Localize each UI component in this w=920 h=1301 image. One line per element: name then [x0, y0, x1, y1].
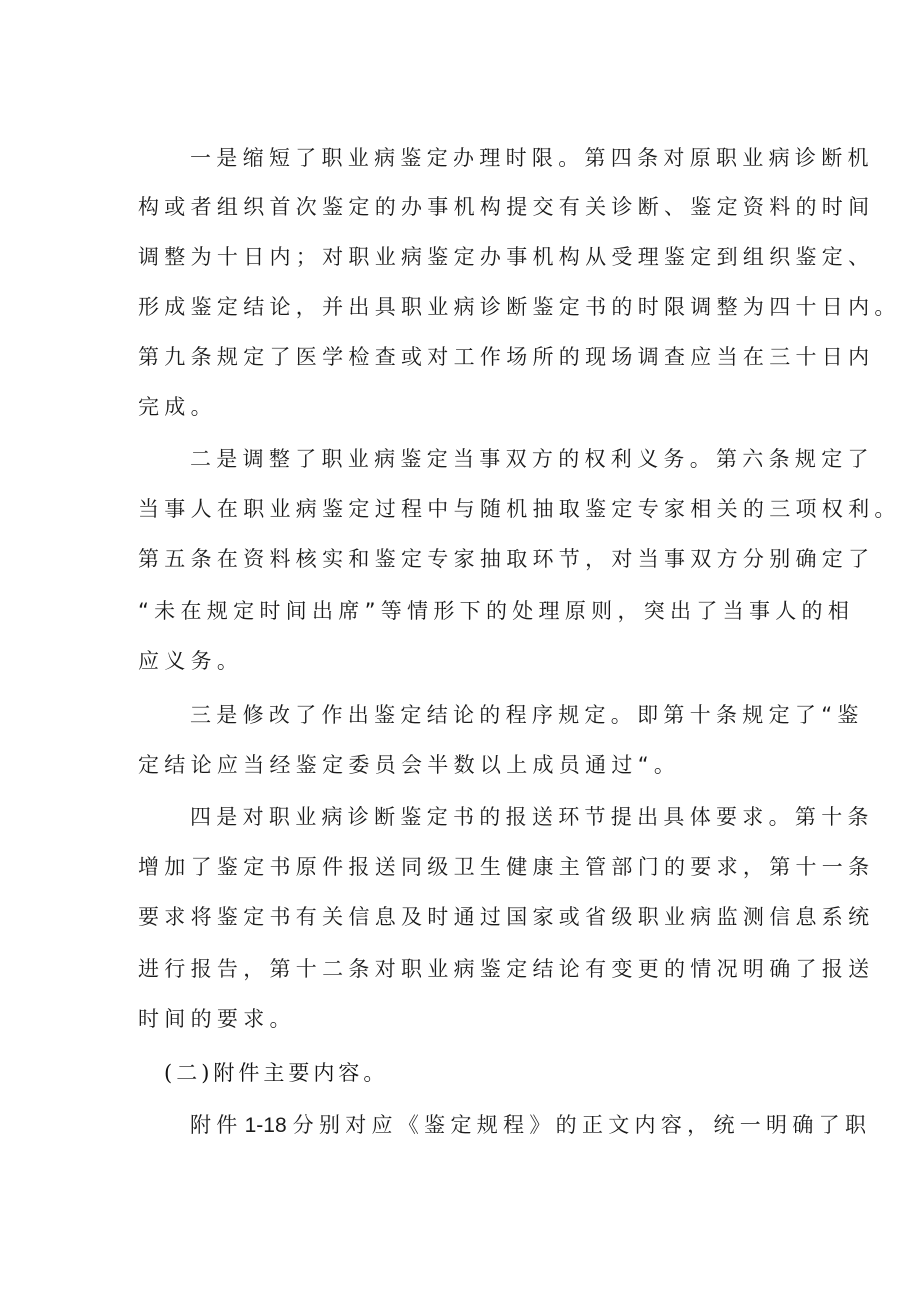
text-prefix: 附件 — [190, 1113, 243, 1137]
text-line: 四是对职业病诊断鉴定书的报送环节提出具体要求。第十条 — [190, 805, 874, 829]
text-rest: 分别对应《鉴定规程》的正文内容，统一明确了职 — [292, 1113, 872, 1137]
text-line: 第五条在资料核实和鉴定专家抽取环节，对当事双方分别确定了 — [138, 547, 875, 571]
text-line: 完成。 — [138, 395, 217, 419]
text-line: 当事人在职业病鉴定过程中与随机抽取鉴定专家相关的三项权利。 — [138, 497, 901, 521]
paragraph-5 — [190, 1110, 871, 1140]
text-line: 构或者组织首次鉴定的办事机构提交有关诊断、鉴定资料的时间 — [138, 195, 875, 219]
text-line: “未在规定时间出席”等情形下的处理原则，突出了当事人的相 — [138, 599, 855, 623]
attachment-range: 1-18 — [244, 1114, 287, 1137]
section-heading: (二)附件主要内容。 — [164, 1061, 389, 1085]
text-line: 增加了鉴定书原件报送同级卫生健康主管部门的要求，第十一条 — [138, 855, 875, 879]
text-line: 三是修改了作出鉴定结论的程序规定。即第十条规定了“鉴 — [190, 703, 864, 727]
text-line: 应义务。 — [138, 649, 244, 673]
text-line: 形成鉴定结论，并出具职业病诊断鉴定书的时限调整为四十日内。 — [138, 295, 901, 319]
text-line: 进行报告，第十二条对职业病鉴定结论有变更的情况明确了报送 — [138, 957, 875, 981]
text-line: 要求将鉴定书有关信息及时通过国家或省级职业病监测信息系统 — [138, 905, 875, 929]
text-line: 调整为十日内；对职业病鉴定办事机构从受理鉴定到组织鉴定、 — [138, 245, 875, 269]
text-line: 第九条规定了医学检查或对工作场所的现场调查应当在三十日内 — [138, 345, 875, 369]
text-line: 二是调整了职业病鉴定当事双方的权利义务。第六条规定了 — [190, 447, 874, 471]
text-line: 定结论应当经鉴定委员会半数以上成员通过“。 — [138, 753, 681, 777]
text-line: 一是缩短了职业病鉴定办理时限。第四条对原职业病诊断机 — [190, 146, 874, 170]
text-line: 时间的要求。 — [138, 1007, 296, 1031]
